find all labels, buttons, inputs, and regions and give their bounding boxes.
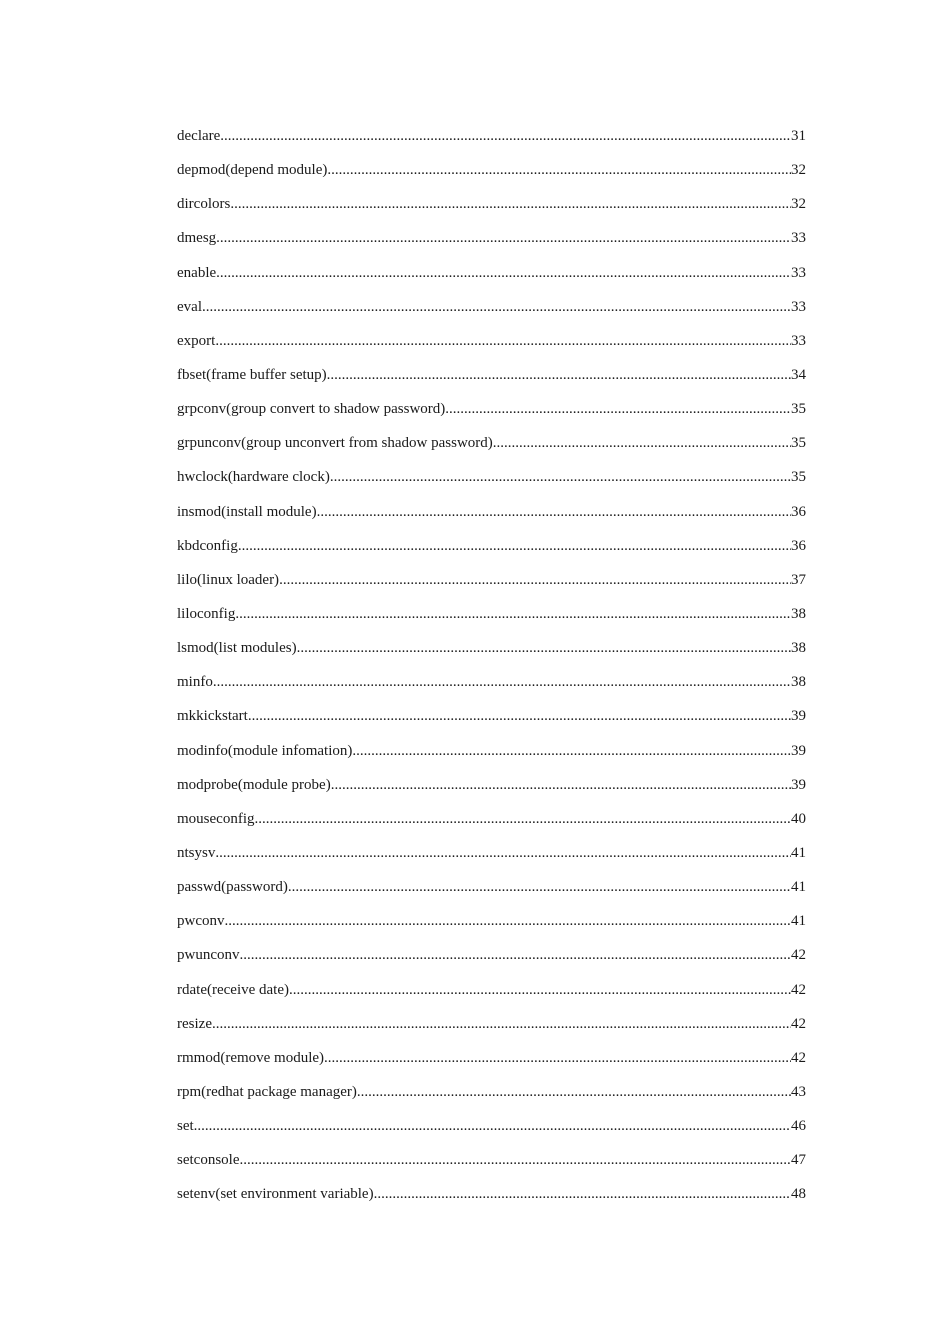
toc-page-number: 37	[791, 571, 806, 588]
toc-entry-title: setenv(set environment variable)	[177, 1186, 374, 1203]
toc-dot-leader	[317, 500, 791, 524]
toc-page-number: 33	[791, 298, 806, 315]
toc-entry[interactable]	[177, 909, 806, 943]
toc-entry[interactable]	[177, 295, 806, 329]
toc-dot-leader	[248, 704, 791, 728]
toc-dot-leader	[230, 192, 791, 216]
toc-entry-title: setconsole	[177, 1152, 240, 1169]
toc-entry-title: pwunconv	[177, 947, 240, 964]
toc-page-number: 38	[791, 605, 806, 622]
toc-entry-title: resize	[177, 1015, 212, 1032]
toc-page-number: 33	[791, 230, 806, 247]
toc-entry-title: rpm(redhat package manager)	[177, 1083, 357, 1100]
toc-entry-title: modprobe(module probe)	[177, 776, 331, 793]
toc-dot-leader	[238, 534, 791, 558]
toc-entry[interactable]	[177, 807, 806, 841]
toc-dot-leader	[213, 670, 791, 694]
toc-dot-leader	[254, 807, 791, 831]
toc-dot-leader	[327, 363, 791, 387]
toc-dot-leader	[279, 568, 791, 592]
toc-page-number: 33	[791, 332, 806, 349]
toc-entry[interactable]	[177, 978, 806, 1012]
toc-page-number: 33	[791, 264, 806, 281]
toc-page-number: 47	[791, 1152, 806, 1169]
toc-entry[interactable]	[177, 226, 806, 260]
toc-entry-title: passwd(password)	[177, 879, 288, 896]
toc-dot-leader	[202, 295, 791, 319]
toc-entry[interactable]	[177, 704, 806, 738]
toc-page-number: 41	[791, 844, 806, 861]
toc-entry-title: minfo	[177, 674, 213, 691]
toc-entry-title: dmesg	[177, 230, 217, 247]
toc-entry-title: hwclock(hardware clock)	[177, 469, 330, 486]
toc-page-number: 38	[791, 674, 806, 691]
toc-page-number: 31	[791, 128, 806, 144]
toc-entry-title: lsmod(list modules)	[177, 640, 297, 657]
toc-dot-leader	[352, 739, 791, 763]
toc-entry[interactable]	[177, 158, 806, 192]
toc-entry-title: kbdconfig	[177, 537, 238, 554]
toc-dot-leader	[324, 1046, 791, 1070]
toc-page-number: 35	[791, 469, 806, 486]
toc-entry-title: eval	[177, 298, 202, 315]
toc-page-number: 41	[791, 913, 806, 930]
toc-dot-leader	[297, 636, 791, 660]
toc-dot-leader	[330, 465, 791, 489]
toc-entry[interactable]	[177, 500, 806, 534]
toc-entry[interactable]	[177, 124, 806, 158]
toc-dot-leader	[225, 909, 792, 933]
toc-page-number: 39	[791, 708, 806, 725]
toc-entry-title: depmod(depend module)	[177, 162, 328, 179]
toc-page-number: 40	[791, 810, 806, 827]
toc-entry[interactable]	[177, 875, 806, 909]
toc-page-number: 41	[791, 879, 806, 896]
toc-page-number: 42	[791, 981, 806, 998]
toc-page-number: 42	[791, 1015, 806, 1032]
toc-dot-leader	[239, 1148, 791, 1172]
toc-entry[interactable]	[177, 670, 806, 704]
toc-page-number: 39	[791, 776, 806, 793]
toc-entry[interactable]	[177, 943, 806, 977]
toc-dot-leader	[374, 1182, 791, 1206]
toc-dot-leader	[216, 226, 791, 250]
toc-entry[interactable]	[177, 363, 806, 397]
toc-page-number: 48	[791, 1186, 806, 1203]
toc-entry[interactable]	[177, 1114, 806, 1148]
toc-page-number: 38	[791, 640, 806, 657]
toc-dot-leader	[331, 773, 791, 797]
toc-page-number: 36	[791, 503, 806, 520]
toc-entry[interactable]	[177, 1182, 806, 1216]
toc-dot-leader	[327, 158, 791, 182]
toc-entry-title: fbset(frame buffer setup)	[177, 366, 327, 383]
toc-page-number: 36	[791, 537, 806, 554]
toc-entry-title: pwconv	[177, 913, 225, 930]
toc-page-number: 43	[791, 1083, 806, 1100]
toc-entry-title: declare	[177, 128, 221, 144]
toc-dot-leader	[235, 602, 791, 626]
toc-entry[interactable]	[177, 602, 806, 636]
toc-entry-title: rmmod(remove module)	[177, 1049, 325, 1066]
toc-entry[interactable]	[177, 568, 806, 602]
toc-entry[interactable]	[177, 431, 806, 465]
toc-page-number: 32	[791, 162, 806, 179]
toc-dot-leader	[220, 124, 791, 148]
toc-entry[interactable]	[177, 397, 806, 431]
toc-entry-title: liloconfig	[177, 605, 236, 622]
toc-page-number: 34	[791, 366, 806, 383]
toc-entry[interactable]	[177, 1148, 806, 1182]
toc-entry-title: modinfo(module infomation)	[177, 742, 353, 759]
toc-entry[interactable]	[177, 534, 806, 568]
toc-entry-title: ntsysv	[177, 844, 216, 861]
toc-entry-title: grpconv(group convert to shadow password)	[177, 401, 446, 418]
toc-page-number: 35	[791, 435, 806, 452]
toc-dot-leader	[289, 978, 791, 1002]
toc-entry-title: insmod(install module)	[177, 503, 317, 520]
toc-entry[interactable]	[177, 261, 806, 295]
toc-entry-title: grpunconv(group unconvert from shadow password)	[177, 435, 493, 452]
toc-page-number: 42	[791, 947, 806, 964]
toc-dot-leader	[194, 1114, 791, 1138]
toc-entry[interactable]	[177, 192, 806, 226]
toc-entry-title: enable	[177, 264, 217, 281]
toc-entry-title: mkkickstart	[177, 708, 248, 725]
toc-entry-title: export	[177, 332, 216, 349]
toc-entry[interactable]	[177, 1012, 806, 1046]
toc-dot-leader	[493, 431, 791, 455]
toc-entry-title: dircolors	[177, 196, 231, 213]
toc-dot-leader	[288, 875, 791, 899]
toc-dot-leader	[357, 1080, 791, 1104]
toc-page-number: 46	[791, 1118, 806, 1135]
toc-entry[interactable]	[177, 1046, 806, 1080]
toc-entry[interactable]	[177, 636, 806, 670]
toc-entry-title: mouseconfig	[177, 810, 255, 827]
toc-entry-title: lilo(linux loader)	[177, 571, 280, 588]
toc-dot-leader	[215, 329, 791, 353]
toc-entry[interactable]	[177, 1080, 806, 1114]
toc-entry[interactable]	[177, 329, 806, 363]
toc-entry-title: set	[177, 1118, 194, 1135]
toc-dot-leader	[212, 1012, 791, 1036]
toc-entry[interactable]	[177, 465, 806, 499]
toc-dot-leader	[216, 261, 791, 285]
toc-dot-leader	[445, 397, 791, 421]
toc-page-number: 35	[791, 401, 806, 418]
table-of-contents	[177, 124, 806, 1217]
toc-page-number: 42	[791, 1049, 806, 1066]
toc-entry[interactable]	[177, 773, 806, 807]
toc-dot-leader	[215, 841, 791, 865]
toc-entry-title: rdate(receive date)	[177, 981, 289, 998]
toc-page-number: 39	[791, 742, 806, 759]
toc-entry[interactable]	[177, 841, 806, 875]
toc-entry[interactable]	[177, 739, 806, 773]
toc-dot-leader	[240, 943, 792, 967]
toc-page-number: 32	[791, 196, 806, 213]
